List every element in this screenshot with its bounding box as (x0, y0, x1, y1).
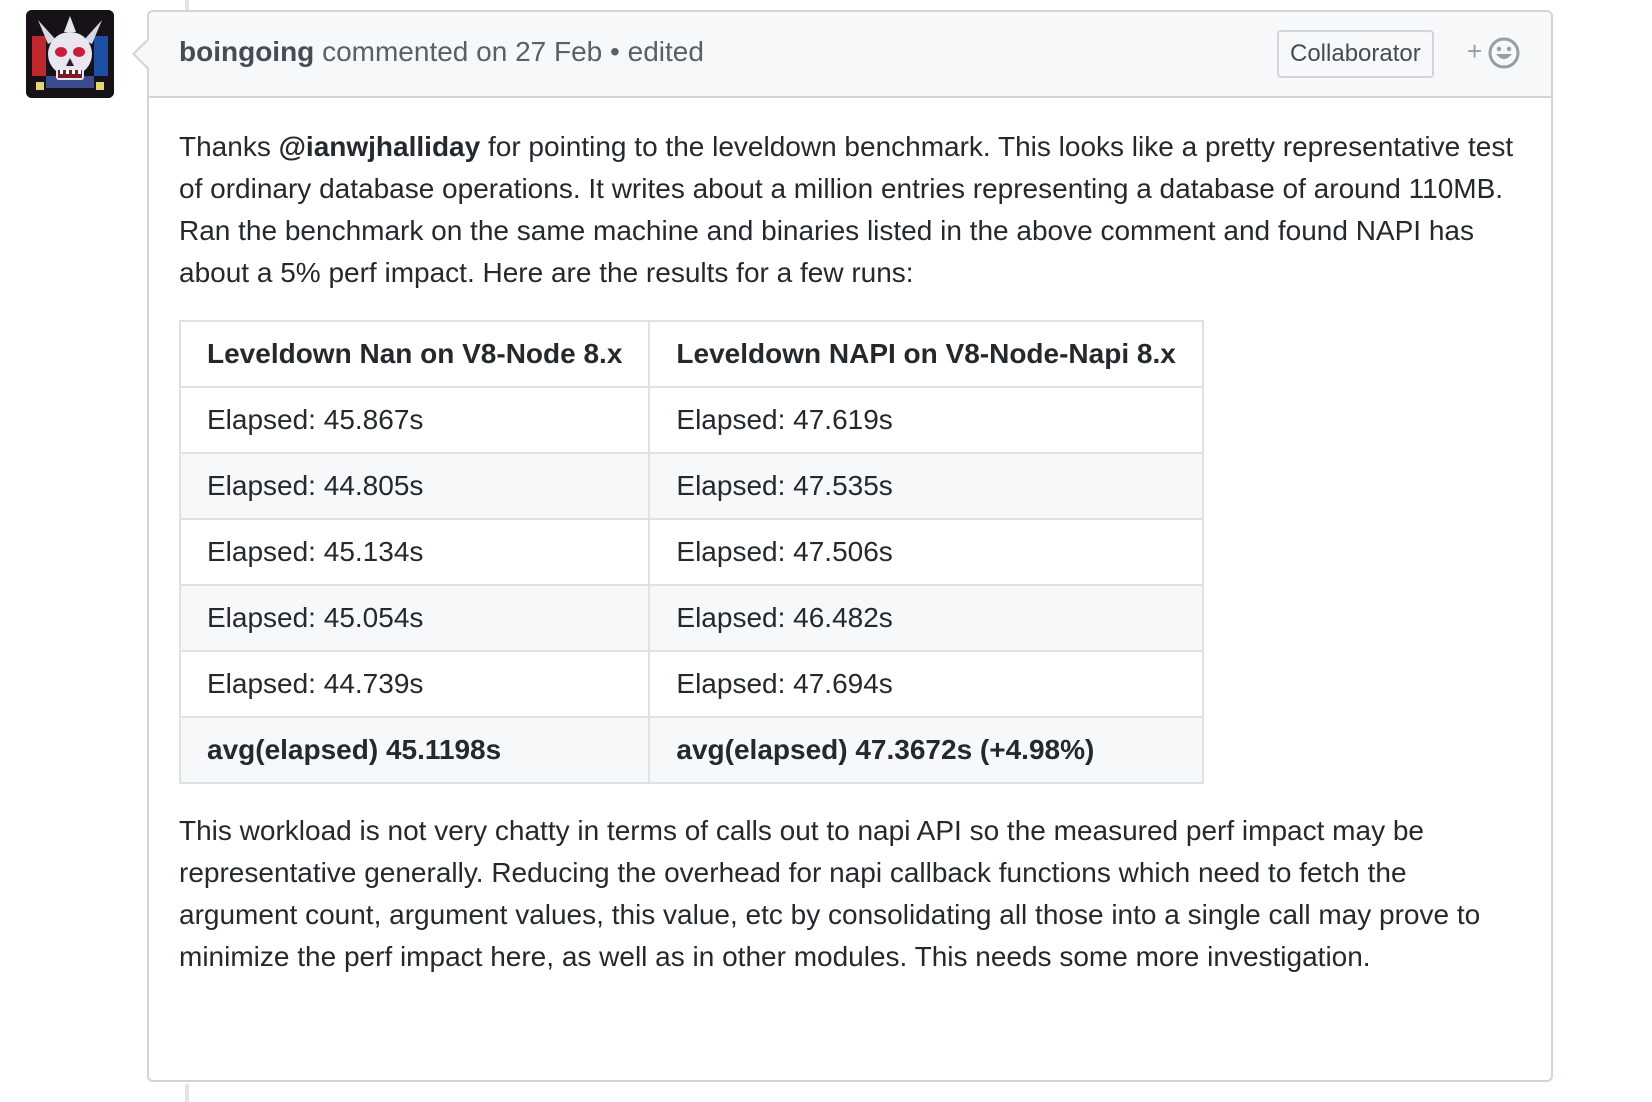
comment-header (149, 12, 1551, 98)
table-cell: Elapsed: 45.134s (180, 519, 649, 585)
add-reaction-button[interactable] (1467, 34, 1531, 74)
intro-text-start: Thanks (179, 131, 279, 162)
table-cell: Elapsed: 45.054s (180, 585, 649, 651)
intro-text-rest: for pointing to the leveldown benchmark. This looks like a pretty representative test of ordinary database operations. It writes about a million entries representing a database of around 110MB. Ran the benchmark on the same machine and binaries listed in the above comment and found NAPI has about a 5% perf impact. Here are the results for a few runs: (179, 131, 1514, 288)
table-cell: Elapsed: 46.482s (649, 585, 1202, 651)
table-cell: Elapsed: 44.805s (180, 453, 649, 519)
table-cell: Elapsed: 47.694s (649, 651, 1202, 717)
author-link[interactable]: boingoing (179, 36, 315, 67)
conclusion-paragraph: This workload is not very chatty in terms of calls out to napi API so the measured perf impact may be representative generally. Reducing the overhead for napi callback functions which need to fetch the argument count, argument values, this value, etc by consolidating all those into a single call may prove to minimize the perf impact here, as well as in other modules. This needs some more investigation. (179, 815, 1481, 972)
intro-paragraph (179, 126, 1521, 294)
smiley-icon (1487, 36, 1521, 70)
table-row (180, 453, 1203, 519)
table-cell: Elapsed: 44.739s (180, 651, 649, 717)
comment-body (149, 98, 1551, 978)
skull-avatar-icon (26, 10, 114, 98)
edited-dropdown[interactable]: edited (627, 36, 704, 67)
avg-napi-cell: avg(elapsed) 47.3672s (+4.98%) (649, 717, 1202, 783)
comment-box (147, 10, 1553, 1082)
comment-meta (179, 36, 704, 68)
avg-nan-cell: avg(elapsed) 45.1198s (180, 717, 649, 783)
benchmark-results-table (179, 320, 1204, 784)
table-row (180, 387, 1203, 453)
table-avg-row (180, 717, 1203, 783)
header-napi: Leveldown NAPI on V8-Node-Napi 8.x (649, 321, 1202, 387)
timeline-line-bottom (185, 1084, 189, 1102)
table-row (180, 519, 1203, 585)
table-cell: Elapsed: 45.867s (180, 387, 649, 453)
table-cell: Elapsed: 47.535s (649, 453, 1202, 519)
user-mention-link[interactable]: @ianwjhalliday (278, 131, 481, 162)
comment-timestamp[interactable]: commented on 27 Feb (322, 36, 603, 67)
table-cell: Elapsed: 47.619s (649, 387, 1202, 453)
table-row (180, 651, 1203, 717)
table-row (180, 585, 1203, 651)
separator-dot: • (610, 36, 620, 67)
header-nan: Leveldown Nan on V8-Node 8.x (180, 321, 649, 387)
plus-icon: + (1467, 36, 1483, 66)
table-cell: Elapsed: 47.506s (649, 519, 1202, 585)
avatar[interactable] (26, 10, 114, 98)
table-header-row (180, 321, 1203, 387)
comment-pointer-inner (135, 40, 149, 68)
collaborator-badge: Collaborator (1277, 30, 1434, 78)
